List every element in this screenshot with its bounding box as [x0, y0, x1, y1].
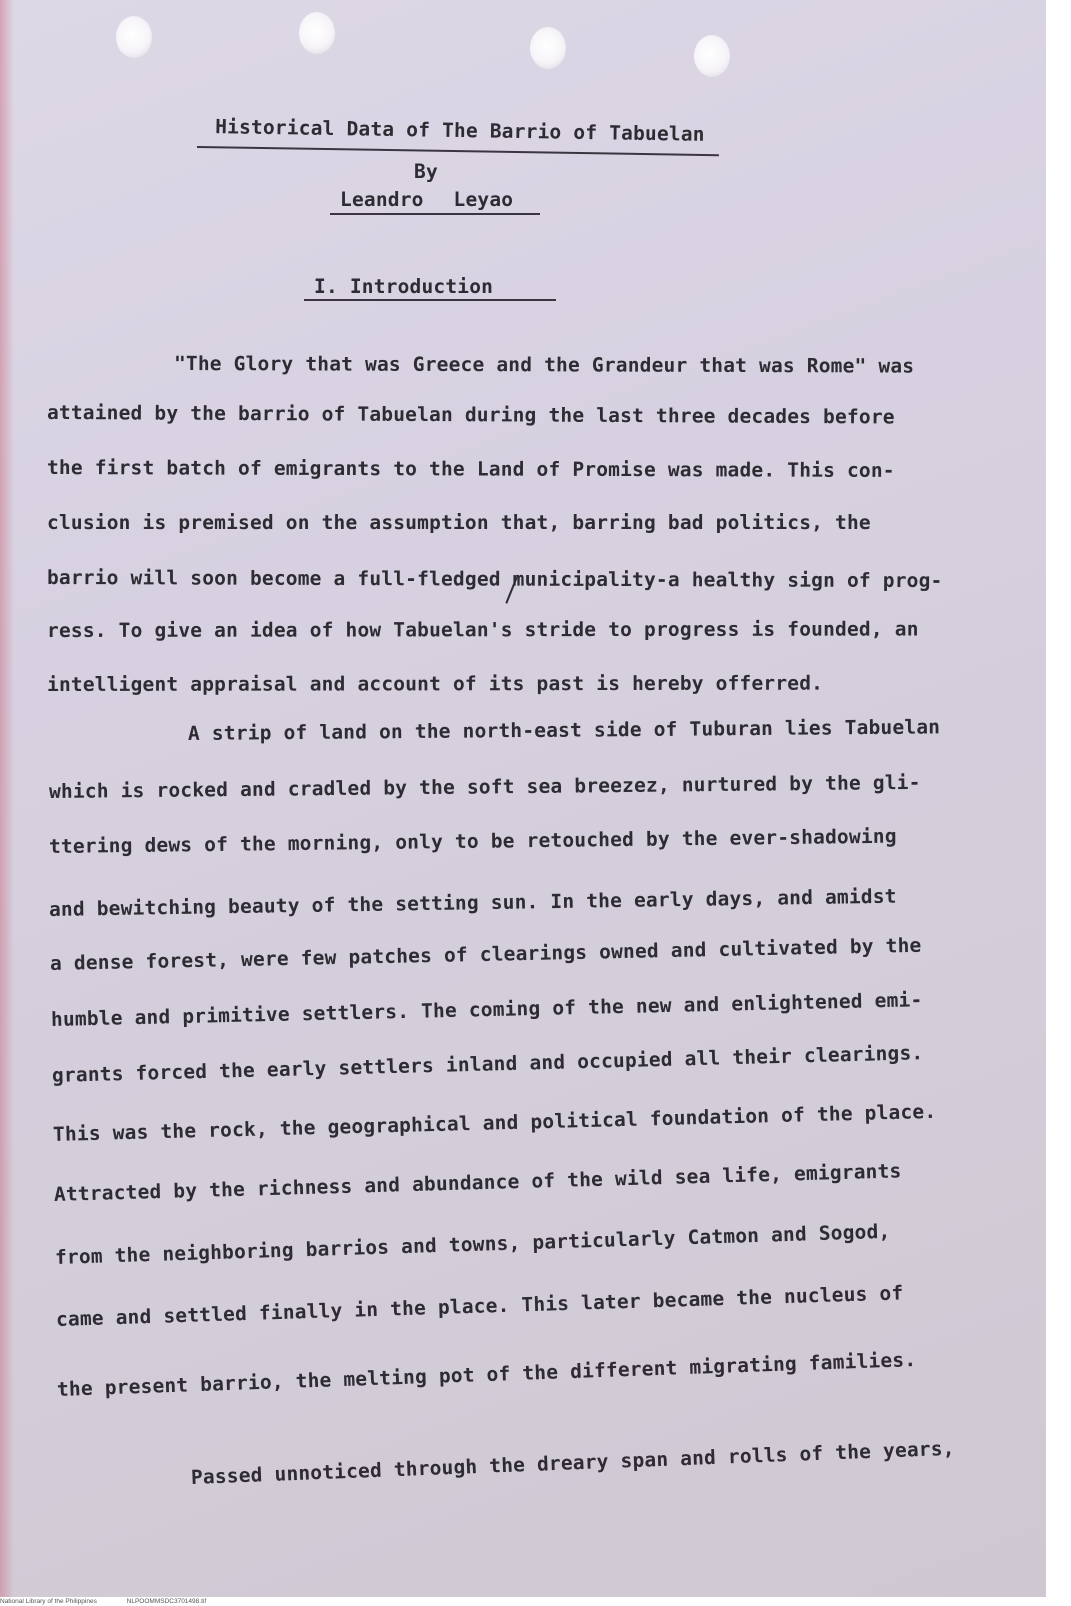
document-title: Historical Data of The Barrio of Tabuelan — [215, 115, 705, 146]
body-line-15: This was the rock, the geographical and political foundation of the place. — [52, 1099, 937, 1146]
body-line-20: Passed unnoticed through the dreary span and rolls of the years, — [190, 1436, 956, 1489]
author-name: Leandro Leyao — [340, 188, 514, 211]
body-line-3: the first batch of emigrants to the Land of Promise was made. This con- — [46, 456, 895, 482]
author-underline — [330, 213, 540, 215]
title-underline — [197, 146, 719, 156]
body-line-17: from the neighboring barrios and towns, particularly Catmon and Sogod, — [54, 1219, 891, 1269]
body-line-4: clusion is premised on the assumption that, barring bad politics, the — [47, 511, 871, 534]
scan-footer — [0, 1598, 1071, 1606]
page-edge-stain — [0, 0, 14, 1597]
footer-file-id: NLPOOMMSDC3701498.tif — [126, 1598, 207, 1605]
body-line-10: ttering dews of the morning, only to be retouched by the ever-shadowing — [48, 824, 897, 858]
body-line-5: barrio will soon become a full-fledged municipality-a healthy sign of prog- — [46, 566, 943, 593]
punch-hole — [694, 35, 730, 77]
body-line-19: the present barrio, the melting pot of the different migrating families. — [56, 1348, 917, 1401]
section-heading-underline — [304, 299, 556, 301]
body-line-8: A strip of land on the north-east side of Tuburan lies Tabuelan — [187, 715, 941, 745]
punch-hole — [530, 27, 566, 69]
body-line-14: grants forced the early settlers inland and occupied all their clearings. — [51, 1041, 924, 1087]
punch-hole — [299, 12, 335, 54]
footer-institution: National Library of the Philippines — [0, 1598, 97, 1605]
body-line-18: came and settled finally in the place. This later became the nucleus of — [55, 1281, 904, 1331]
body-line-6: ress. To give an idea of how Tabuelan's stride to progress is founded, an — [46, 617, 919, 642]
section-heading: I. Introduction — [314, 275, 494, 298]
byline-label: By — [414, 160, 438, 183]
body-line-2: attained by the barrio of Tabuelan during the last three decades before — [46, 401, 895, 429]
punch-hole — [116, 16, 152, 58]
body-line-7: intelligent appraisal and account of its past is hereby offerred. — [46, 671, 824, 696]
body-line-11: and bewitching beauty of the setting sun. In the early days, and amidst — [48, 884, 897, 921]
body-line-16: Attracted by the richness and abundance of the wild sea life, emigrants — [53, 1159, 902, 1206]
body-line-9: which is rocked and cradled by the soft sea breezez, nurtured by the gli- — [48, 770, 921, 803]
body-line-13: humble and primitive settlers. The coming of the new and enlightened emi- — [50, 988, 923, 1031]
body-line-1: "The Glory that was Greece and the Grandeur that was Rome" was — [173, 352, 915, 378]
body-line-12: a dense forest, were few patches of clearings owned and cultivated by the — [49, 933, 922, 975]
